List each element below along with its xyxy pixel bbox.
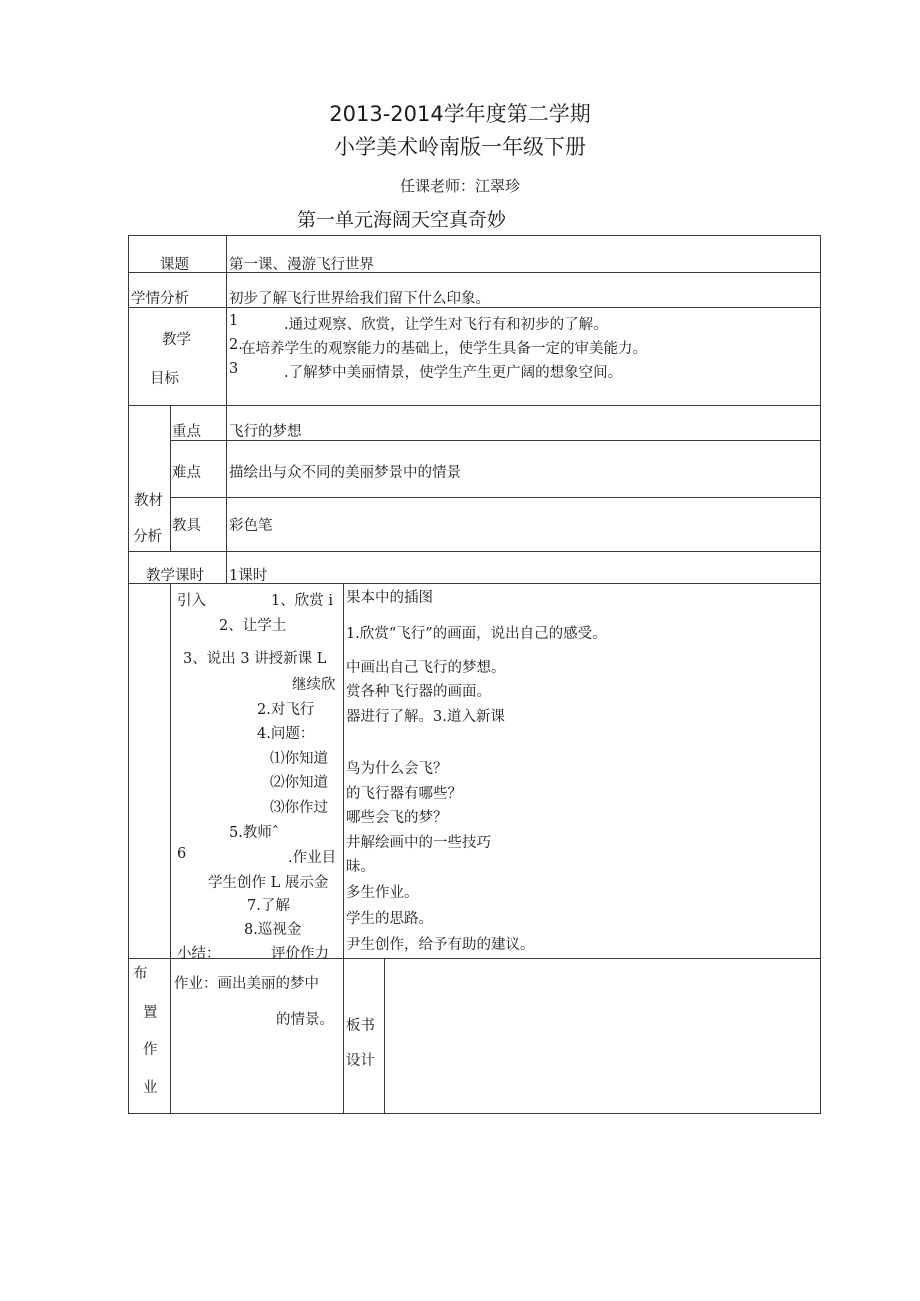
process-step: 1.欣赏“飞行”的画面，说出自己的感受。	[346, 626, 607, 642]
goal-number: 3	[229, 361, 239, 377]
homework-label-char: 布	[133, 966, 148, 982]
homework-text: 的情景。	[276, 1012, 334, 1028]
process-fragment: 1、欣赏 i	[271, 593, 333, 609]
homework-text: 作业：画出美丽的梦中	[174, 976, 319, 992]
goal-number: 1	[229, 313, 239, 329]
material-label-1: 教材	[134, 493, 163, 509]
topic-value: 第一课、漫游飞行世界	[229, 257, 374, 273]
goal-text: .通过观察、欣赏，让学生对飞行有和初步的了解。	[284, 317, 608, 333]
process-fragment: ⑵你知道	[270, 775, 328, 791]
teaching-aids-label: 教具	[172, 518, 201, 534]
process-fragment: 2.对飞行	[257, 702, 315, 718]
process-step: 鸟为什么会飞？	[346, 761, 448, 777]
homework-label-char: 作	[143, 1042, 158, 1058]
process-step: 昧。	[346, 859, 375, 875]
row-line	[128, 551, 821, 552]
difficulty-label: 难点	[172, 465, 201, 481]
column-line	[343, 583, 344, 1114]
analysis-label: 学情分析	[131, 291, 189, 307]
process-fragment: 评价作力	[271, 946, 329, 962]
key-point-label: 重点	[172, 424, 201, 440]
teaching-aids-value: 彩色笔	[229, 518, 273, 534]
hours-label: 教学课时	[146, 568, 204, 584]
goal-text: .了解梦中美丽情景，使学生产生更广阔的想象空间。	[284, 365, 623, 381]
board-design-label: 板书	[346, 1018, 375, 1034]
homework-label-char: 业	[143, 1080, 158, 1096]
process-fragment: 引入	[177, 593, 206, 609]
process-step: 哪些会飞的梦？	[346, 810, 448, 826]
teacher-name: 任课老师：江翠珍	[399, 177, 520, 195]
process-step: 器进行了解。3.道入新课	[346, 709, 505, 725]
topic-label: 课题	[160, 257, 189, 273]
column-line	[170, 583, 171, 1114]
process-fragment: 小结：	[177, 946, 221, 962]
row-line	[128, 958, 821, 959]
process-step: 学生的思路。	[346, 911, 433, 927]
process-fragment: 7.了解	[247, 898, 290, 914]
process-fragment: 3、说出 3 讲授新课 L	[183, 651, 327, 667]
process-fragment: 8.巡视金	[244, 922, 302, 938]
column-line	[384, 958, 385, 1114]
process-fragment: ⑴你知道	[270, 751, 328, 767]
process-step: 中画出自己飞行的梦想。	[346, 660, 506, 676]
key-point-value: 飞行的梦想	[229, 424, 302, 440]
process-step: 井解绘画中的一些技巧	[346, 835, 491, 851]
document-title-course: 小学美术岭南版一年级下册	[334, 135, 586, 159]
process-fragment: 5.教师ˆ	[229, 825, 280, 841]
homework-label-char: 置	[143, 1005, 158, 1021]
process-fragment: 继续欣	[292, 677, 336, 693]
process-step: 尹生创作，给予有助的建议。	[346, 937, 535, 953]
goal-number: 2.	[229, 337, 243, 353]
goals-label-2: 目标	[150, 371, 179, 387]
process-step: 果本中的插图	[346, 590, 433, 606]
process-fragment: 学生创作 L 展示金	[208, 875, 329, 891]
board-design-label: 设计	[346, 1053, 375, 1069]
difficulty-value: 描绘出与众不同的美丽梦景中的情景	[229, 465, 461, 481]
table-border-right	[820, 235, 821, 1114]
table-border-bottom	[128, 1113, 821, 1114]
column-line	[170, 405, 171, 551]
column-line	[226, 235, 227, 584]
process-fragment: ⑶你作过	[270, 800, 328, 816]
document-title-term: 2013-2014学年度第二学期	[329, 102, 591, 126]
unit-title: 第一单元海阔天空真奇妙	[297, 209, 507, 231]
row-line	[128, 405, 821, 406]
process-fragment: 2、让学土	[219, 618, 287, 634]
process-step: 多生作业。	[346, 885, 419, 901]
process-step: 赏各种飞行器的画面。	[346, 684, 491, 700]
goal-text: 在培养学生的观察能力的基础上，使学生具备一定的审美能力。	[241, 341, 647, 357]
table-border-top	[128, 235, 821, 236]
table-border-left	[128, 235, 129, 1114]
material-label-2: 分析	[133, 529, 162, 545]
process-step: 的飞行器有哪些？	[346, 786, 462, 802]
row-line	[170, 497, 821, 498]
process-fragment: .作业目	[288, 850, 337, 866]
hours-value: 1课时	[229, 568, 268, 584]
analysis-value: 初步了解飞行世界给我们留下什么印象。	[229, 291, 490, 307]
process-fragment: 4.问题：	[257, 726, 315, 742]
process-fragment: 6	[177, 846, 187, 862]
goals-label-1: 教学	[162, 332, 191, 348]
